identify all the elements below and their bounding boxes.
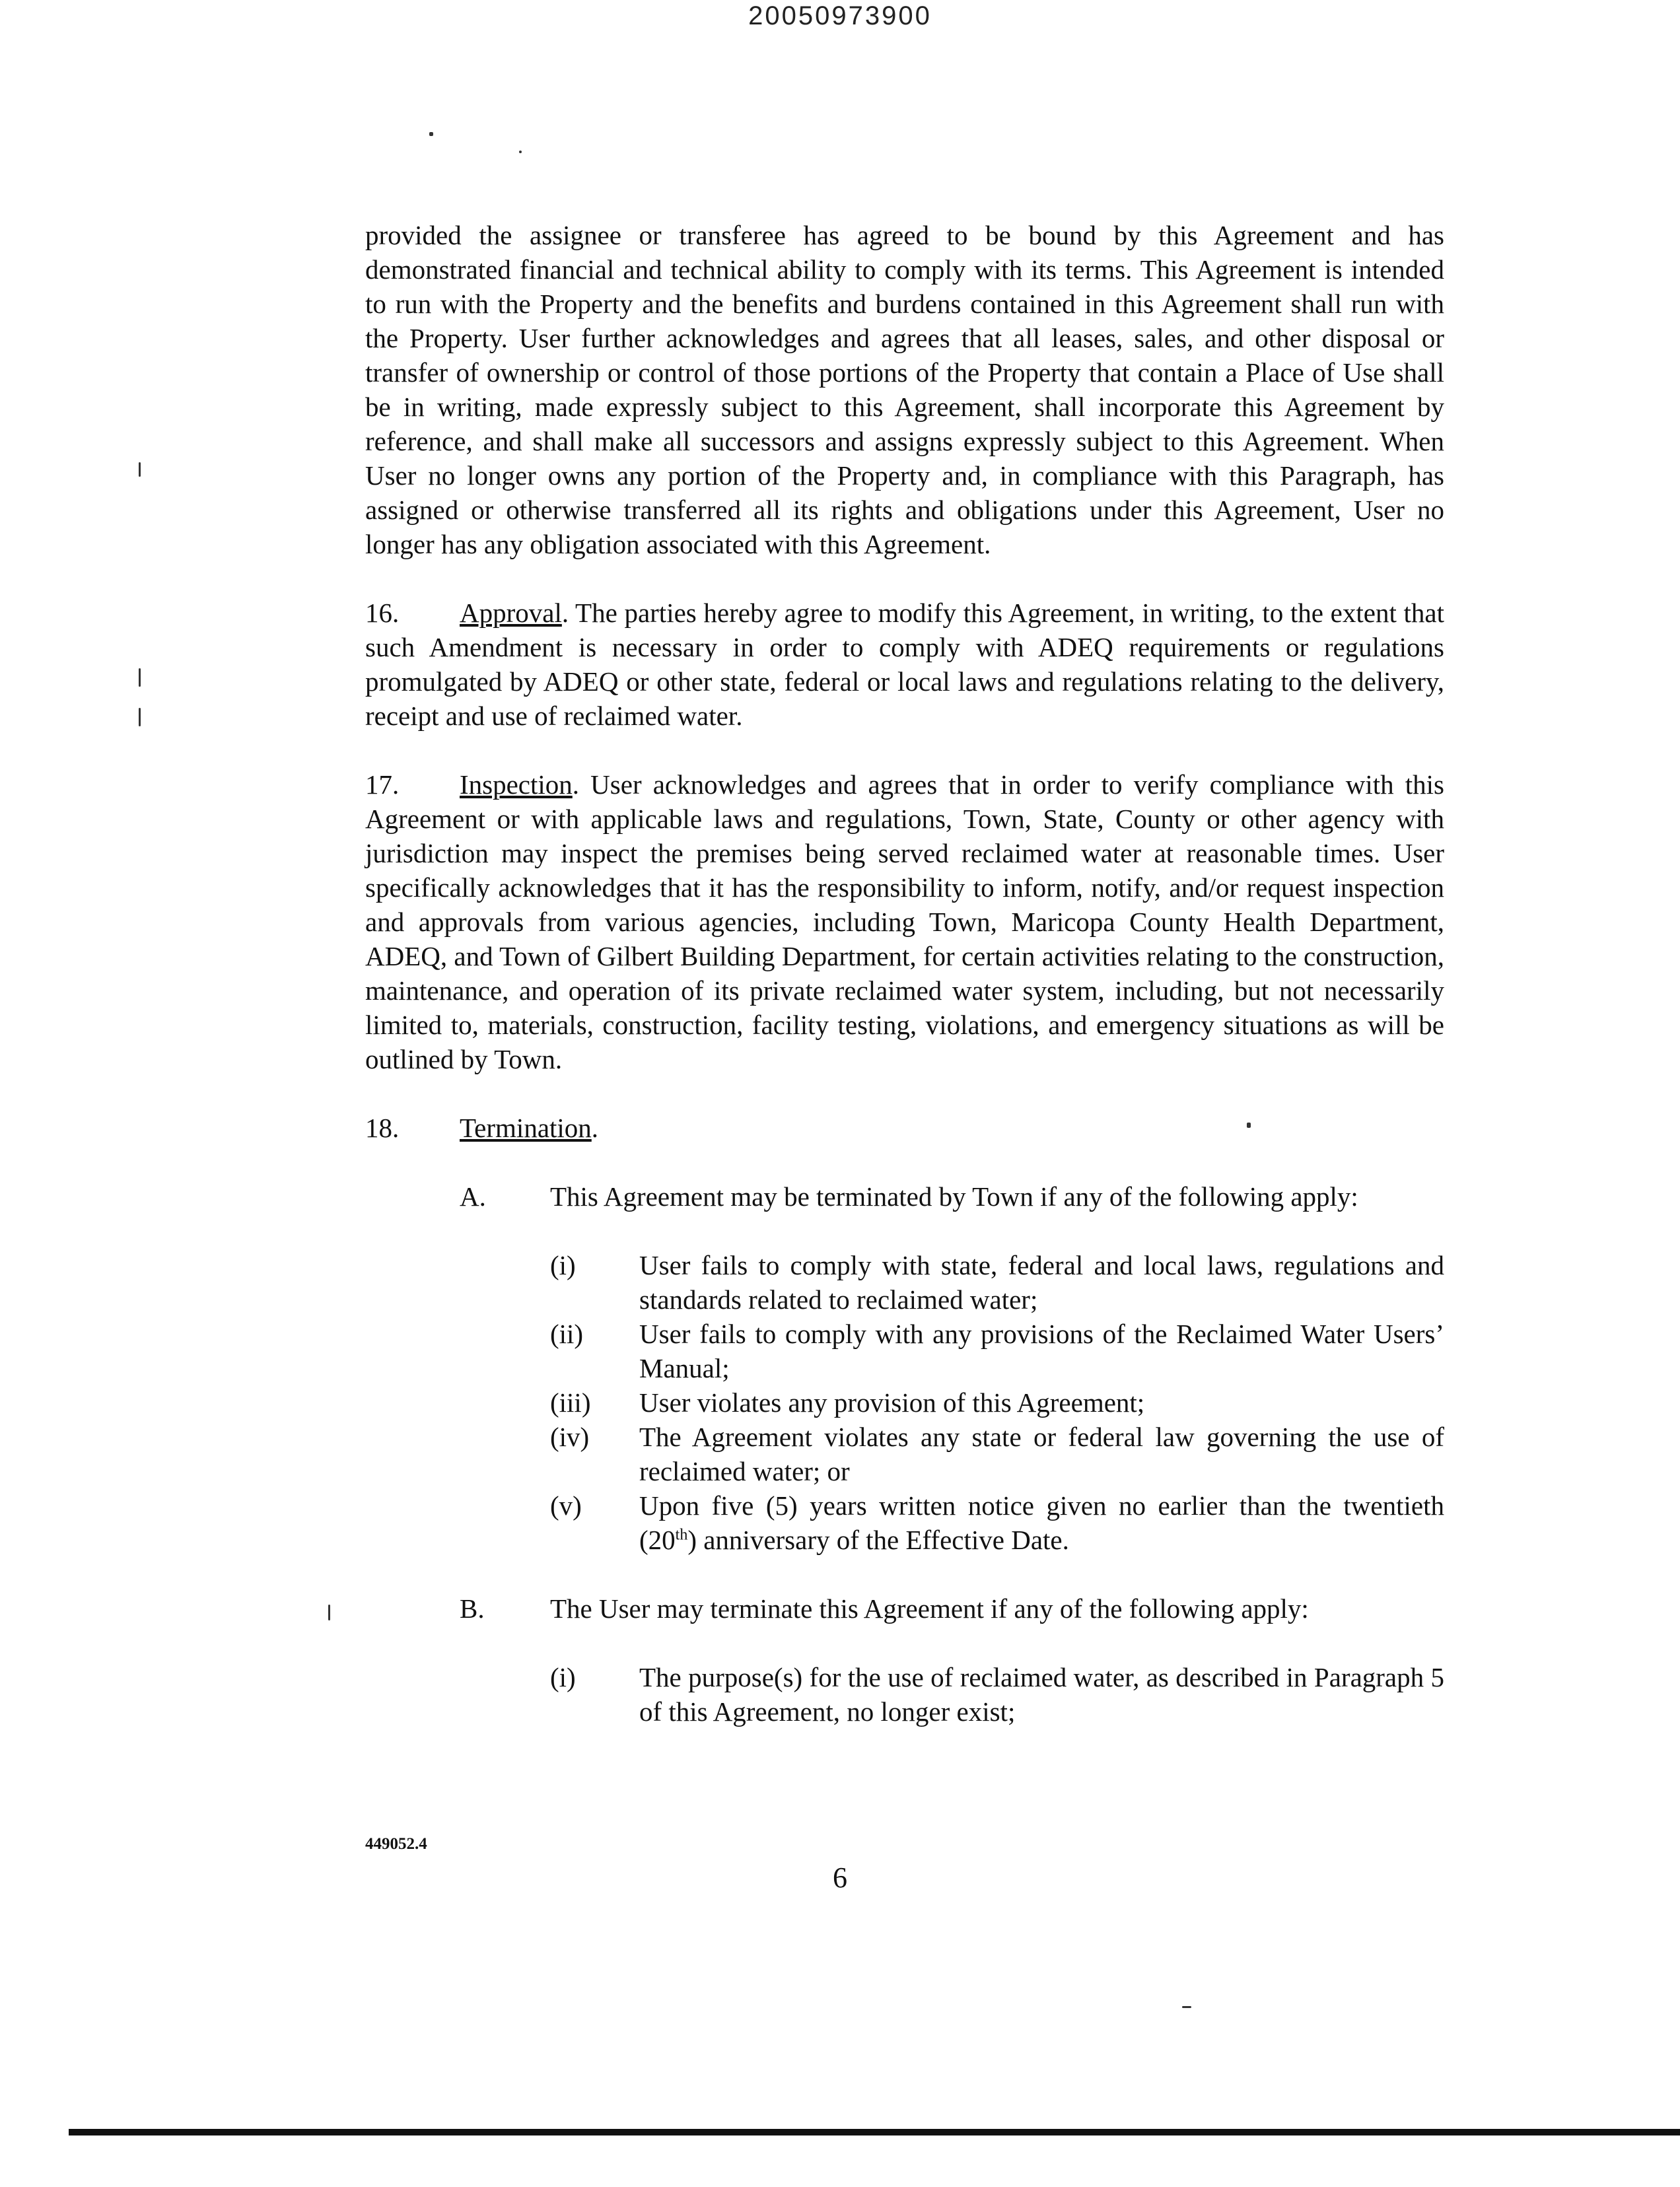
section-18 bbox=[365, 1111, 1444, 1145]
section-text: . User acknowledges and agrees that in order to verify compliance with this Agreement or with applicable laws and regulations, Town, State, County or other agency with jurisdiction may inspect the premises being served reclaimed water at reasonable times. User specifically acknowledges that it has the responsibility to inform, notify, and/or request inspection and approvals from various agencies, including Town, Maricopa County Health Department, ADEQ, and Town of Gilbert Building Department, for certain activities relating to the construction, maintenance, and operation of its private reclaimed water system, including, but not necessarily limited to, materials, construction, facility testing, violations, and emergency situations as will be outlined by Town. bbox=[365, 769, 1444, 1074]
list-item-text: User fails to comply with state, federal and local laws, regulations and standards related to reclaimed water; bbox=[639, 1250, 1444, 1315]
section-text: . The parties hereby agree to modify this Agreement, in writing, to the extent that such Amendment is necessary in order to comply with ADEQ requirements or regulations promulgated by ADEQ or other state, federal or local laws and regulations relating to the delivery, receipt and use of reclaimed water. bbox=[365, 598, 1444, 731]
section-number: 17. bbox=[365, 769, 400, 800]
page-body bbox=[365, 218, 1444, 1729]
subsection-b bbox=[365, 1591, 1444, 1626]
list-item bbox=[365, 1420, 1444, 1488]
page-number: 6 bbox=[833, 1861, 847, 1894]
list-item-text bbox=[639, 1490, 1444, 1555]
speck bbox=[1247, 1123, 1251, 1128]
subsection-label: B. bbox=[460, 1593, 485, 1624]
subsection-b-list bbox=[365, 1660, 1444, 1729]
list-item-text: The Agreement violates any state or federal law governing the use of reclaimed water; or bbox=[639, 1422, 1444, 1486]
speck bbox=[429, 132, 433, 136]
list-item bbox=[365, 1488, 1444, 1557]
speck bbox=[519, 151, 522, 153]
section-heading-suffix: . bbox=[591, 1113, 599, 1143]
list-item bbox=[365, 1248, 1444, 1317]
section-heading: Inspection bbox=[460, 769, 573, 800]
section-17 bbox=[365, 767, 1444, 1076]
list-item-text-before: Upon five (5) years written notice given no earlier than the twentieth (20 bbox=[639, 1490, 1444, 1555]
speck bbox=[139, 668, 141, 687]
bottom-rule bbox=[69, 2129, 1680, 2135]
list-item-label: (iii) bbox=[550, 1387, 591, 1418]
section-number: 16. bbox=[365, 598, 400, 628]
document-number: 20050973900 bbox=[748, 1, 932, 30]
subsection-text: This Agreement may be terminated by Town if any of the following apply: bbox=[550, 1181, 1358, 1212]
speck bbox=[328, 1605, 330, 1620]
list-item-text: User violates any provision of this Agreement; bbox=[639, 1387, 1145, 1418]
section-heading: Termination bbox=[460, 1113, 592, 1143]
subsection-a bbox=[365, 1179, 1444, 1214]
list-item-label: (ii) bbox=[550, 1319, 584, 1349]
section-number: 18. bbox=[365, 1113, 400, 1143]
speck bbox=[1182, 2006, 1191, 2008]
section-heading: Approval bbox=[460, 598, 562, 628]
document-id: 449052.4 bbox=[365, 1835, 427, 1853]
superscript-th: th bbox=[675, 1526, 688, 1544]
list-item bbox=[365, 1385, 1444, 1420]
list-item-text-after: ) anniversary of the Effective Date. bbox=[687, 1525, 1069, 1555]
subsection-text: The User may terminate this Agreement if any of the following apply: bbox=[550, 1593, 1309, 1624]
list-item bbox=[365, 1317, 1444, 1385]
list-item-text: The purpose(s) for the use of reclaimed water, as described in Paragraph 5 of this Agreement, no longer exist; bbox=[639, 1662, 1444, 1727]
carryover-paragraph: provided the assignee or transferee has agreed to be bound by this Agreement and has demonstrated financial and technical ability to comply with its terms. This Agreement is intended to run with the Property and the benefits and burdens contained in this Agreement shall run with the Property. User further acknowledges and agrees that all leases, sales, and other disposal or transfer of ownership or control of those portions of the Property that contain a Place of Use shall be in writing, made expressly subject to this Agreement, shall incorporate this Agreement by reference, and shall make all successors and assigns expressly subject to this Agreement. When User no longer owns any portion of the Property and, in compliance with this Paragraph, has assigned or otherwise transferred all its rights and obligations under this Agreement, User no longer has any obligation associated with this Agreement. bbox=[365, 220, 1444, 559]
section-16 bbox=[365, 596, 1444, 733]
list-item-label: (v) bbox=[550, 1490, 582, 1521]
list-item-label: (i) bbox=[550, 1250, 576, 1280]
list-item bbox=[365, 1660, 1444, 1729]
list-item-text: User fails to comply with any provisions of the Reclaimed Water Users’ Manual; bbox=[639, 1319, 1444, 1383]
list-item-label: (i) bbox=[550, 1662, 576, 1692]
subsection-label: A. bbox=[460, 1181, 486, 1212]
speck bbox=[139, 462, 141, 477]
list-item-label: (iv) bbox=[550, 1422, 590, 1452]
subsection-a-list bbox=[365, 1248, 1444, 1557]
speck bbox=[139, 708, 141, 726]
